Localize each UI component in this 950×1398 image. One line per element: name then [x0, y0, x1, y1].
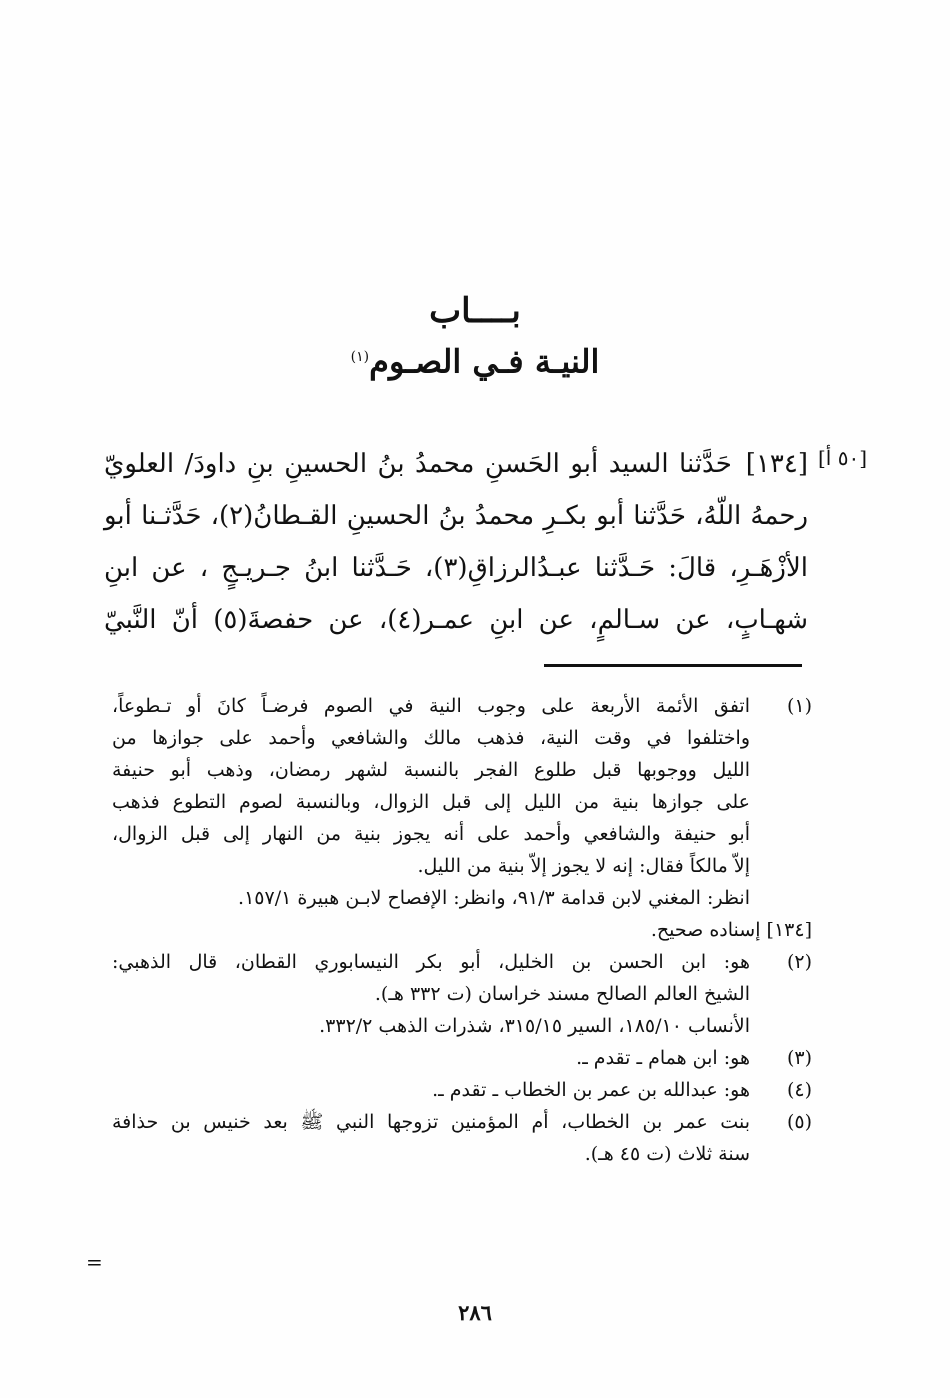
bab-heading: بــــاب — [429, 291, 521, 331]
footnote-1-line: إلاّ مالكاً فقال: إنه لا يجوز إلاّ بنية من الليل. — [417, 855, 750, 877]
footnote-separator — [544, 664, 802, 667]
footnote-2-body — [112, 946, 750, 1042]
footnotes — [112, 690, 812, 1170]
footnote-1 — [112, 690, 812, 914]
chapter-title-text: النيـة فـي الصـوم — [369, 342, 600, 381]
footnote-4-number: (٤) — [786, 1079, 812, 1101]
hadith-line-3: الأزْهَـرِ، قالَ: حَـدَّثنا عبـدُالرزاقِ(٣)، حَـدَّثنا ابنُ جـريـجٍ ، عن ابنِ — [104, 553, 808, 583]
footnote-1-line: اتفق الأئمة الأربعة على وجوب النية في الصوم فرضـاً كانَ أو تـطوعاً، — [112, 695, 750, 717]
footnote-3-text: هو: ابن همام ـ تقدم ـ. — [576, 1047, 750, 1069]
continuation-mark: = — [86, 1250, 103, 1274]
footnote-5-body — [112, 1106, 750, 1170]
hadith-line-2: رحمهُ اللّهُ، حَدَّثنا أبو بكـرِ محمدُ بنُ الحسينِ القـطانُ(٢)، حَدَّثـنا أبو — [104, 501, 808, 531]
footnote-1-line: الليل ووجوبها قبل طلوع الفجر بالنسبة لشهر رمضان، وذهب أبو حنيفة — [112, 759, 750, 781]
footnote-4-text: هو: عبدالله بن عمر بن الخطاب ـ تقدم ـ. — [432, 1079, 750, 1101]
hadith-line-1-text: حَدَّثنا السيد أبو الحَسنِ محمدُ بنُ الحسينِ بنِ داودَ/ العلويّ — [104, 449, 732, 479]
footnote-1-number: (١) — [786, 695, 812, 717]
manuscript-folio-marker: [٥٠ أ] — [818, 446, 868, 470]
chapter-heading — [0, 288, 950, 385]
footnote-2-line: الشيخ العالم الصالح مسند خراسان (ت ٣٣٢ هـ). — [374, 983, 750, 1005]
footnote-5-number: (٥) — [786, 1111, 812, 1133]
footnote-2-reference: الأنساب ١٨٥/١٠، السير ٣١٥/١٥، شذرات الذهب ٣٣٢/٢. — [319, 1015, 750, 1037]
hadith-text — [104, 438, 808, 646]
footnote-5 — [112, 1106, 812, 1170]
footnote-1-reference: انظر: المغني لابن قدامة ٩١/٣، وانظر: الإفصاح لابـن هبيرة ١٥٧/١. — [238, 887, 750, 909]
hadith-line-1 — [104, 438, 808, 490]
footnote-2-line: هو: ابن الحسن بن الخليل، أبو بكر النيسابوري القطان، قال الذهبي: — [112, 951, 750, 973]
chapter-title — [0, 334, 950, 385]
hadith-line-4: شهـابٍ، عن سـالمٍ، عن ابنِ عمـر(٤)، عن حفصةَ(٥) أنّ النَّبيّ — [104, 605, 808, 635]
footnote-3-number: (٣) — [786, 1047, 812, 1069]
isnad-note: [١٣٤] إسناده صحيح. — [650, 919, 812, 941]
footnote-3 — [112, 1042, 812, 1074]
footnote-4-body — [112, 1074, 750, 1106]
footnote-2 — [112, 946, 812, 1042]
footnote-5-line: بنت عمر بن الخطاب، أم المؤمنين تزوجها النبي ﷺ بعد خنيس بن حذافة — [112, 1111, 750, 1133]
footnote-5-line: سنة ثلاث (ت ٤٥ هـ). — [584, 1143, 750, 1165]
hadith-number: [١٣٤] — [745, 449, 808, 479]
footnote-1-line: أبو حنيفة والشافعي وأحمد على أنه يجوز بنية من النهار إلى قبل الزوال، — [112, 823, 750, 845]
footnote-1-line: واختلفوا في وقت النية، فذهب مالك والشافعي وأحمد على جوازها من — [112, 727, 750, 749]
footnote-1-line: على جوازها بنية من الليل إلى قبل الزوال، وبالنسبة لصوم التطوع فذهب — [112, 791, 750, 813]
chapter-title-footnote-ref: (١) — [350, 349, 370, 365]
page-number: ٢٨٦ — [458, 1300, 492, 1325]
footnote-3-body — [112, 1042, 750, 1074]
footnote-1-body — [112, 690, 750, 914]
footnote-2-number: (٢) — [786, 951, 812, 973]
footnote-4 — [112, 1074, 812, 1106]
